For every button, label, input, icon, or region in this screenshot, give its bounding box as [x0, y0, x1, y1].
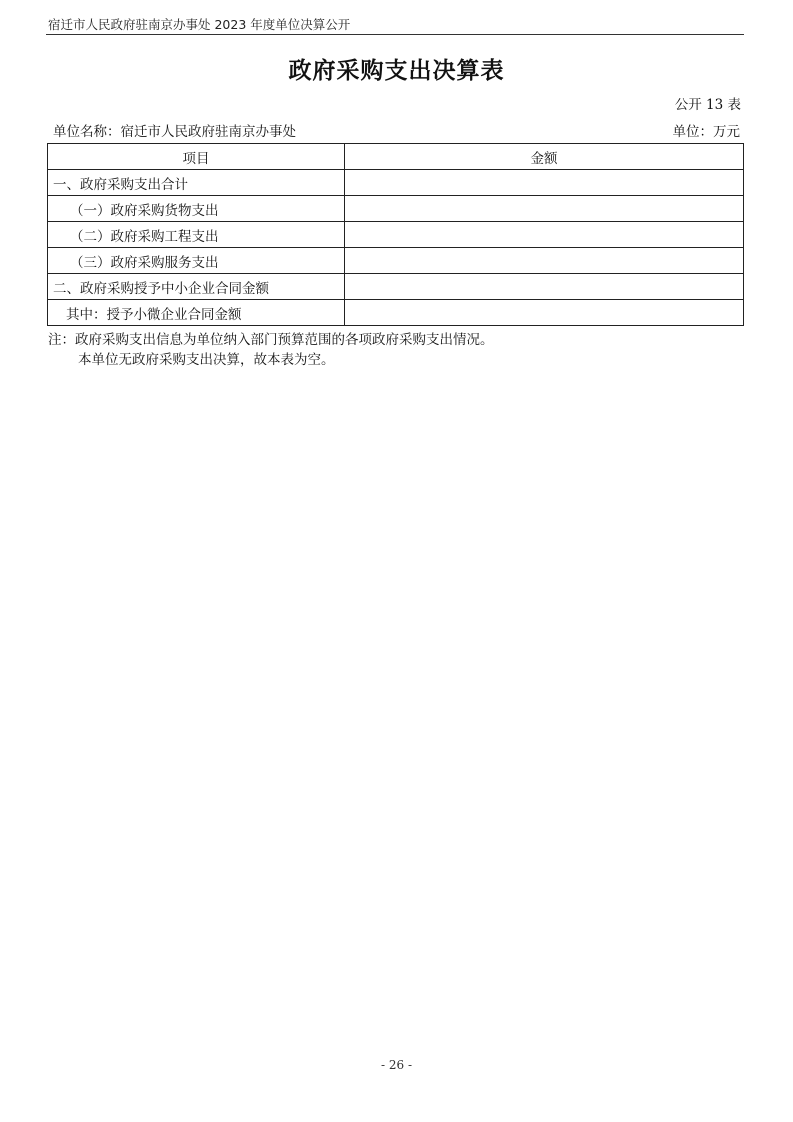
page-number: - 26 -	[380, 1058, 412, 1072]
unit-measure: 单位：万元	[672, 124, 740, 140]
column-header-amount: 金额	[345, 144, 744, 170]
note-line: 注：政府采购支出信息为单位纳入部门预算范围的各项政府采购支出情况。	[48, 332, 494, 348]
row-label: （一）政府采购货物支出	[48, 196, 345, 222]
table-row	[48, 274, 744, 300]
table-number: 公开 13 表	[674, 97, 741, 113]
row-label: 一、政府采购支出合计	[48, 170, 345, 196]
unit-name: 单位名称：宿迁市人民政府驻南京办事处	[53, 124, 296, 140]
row-amount	[345, 274, 744, 300]
row-label: 二、政府采购授予中小企业合同金额	[48, 274, 345, 300]
note-line: 本单位无政府采购支出决算，故本表为空。	[78, 352, 335, 368]
table-header-row	[48, 144, 744, 170]
row-amount	[345, 300, 744, 326]
meta-row	[53, 120, 740, 140]
header-rule	[46, 34, 744, 35]
table-row	[48, 248, 744, 274]
table-row	[48, 222, 744, 248]
row-amount	[345, 196, 744, 222]
row-amount	[345, 248, 744, 274]
row-label: 其中：授予小微企业合同金额	[48, 300, 345, 326]
row-label: （三）政府采购服务支出	[48, 248, 345, 274]
running-header: 宿迁市人民政府驻南京办事处 2023 年度单位决算公开	[48, 17, 351, 32]
table-row	[48, 170, 744, 196]
row-amount	[345, 170, 744, 196]
column-header-item: 项目	[48, 144, 345, 170]
document-title: 政府采购支出决算表	[288, 58, 505, 84]
row-amount	[345, 222, 744, 248]
row-label: （二）政府采购工程支出	[48, 222, 345, 248]
procurement-table	[47, 143, 744, 326]
table-row	[48, 300, 744, 326]
table-notes	[48, 330, 494, 370]
table-row	[48, 196, 744, 222]
